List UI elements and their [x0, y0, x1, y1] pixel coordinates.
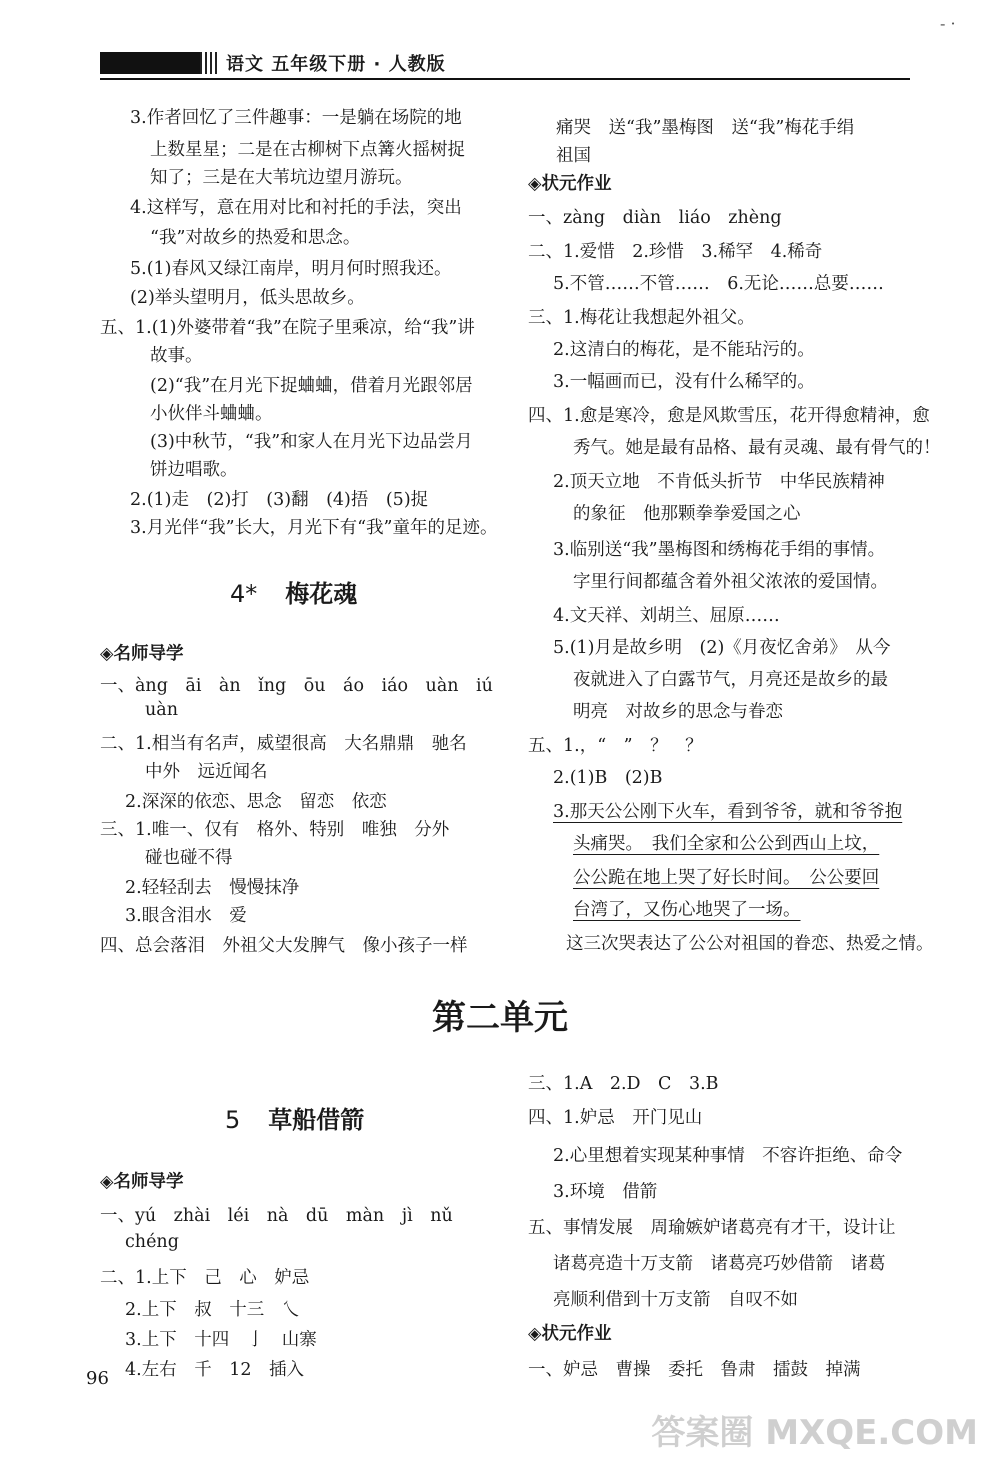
answer-line: 中外 远近闻名: [145, 762, 268, 782]
answer-line: 四、总会落泪 外祖父大发脾气 像小孩子一样: [100, 936, 468, 956]
answer-line: 这三次哭表达了公公对祖国的眷恋、热爱之情。: [566, 934, 934, 954]
answer-line: 一、yú zhài léi nà dū màn jì nǔ: [100, 1206, 453, 1226]
answer-line: 一、妒忌 曹操 委托 鲁肃 擂鼓 掉满: [528, 1360, 861, 1380]
answer-line: 头痛哭。 我们全家和公公到西山上坟，: [573, 834, 880, 854]
answer-line: 2.轻轻刮去 慢慢抹净: [125, 878, 300, 898]
lesson-4-title: [230, 574, 357, 609]
answer-line: 2.顶天立地 不肯低头折节 中华民族精神: [553, 472, 885, 492]
answer-line: 5.(1)春风又绿江南岸，明月何时照我还。: [130, 259, 452, 279]
answer-line: 5.(1)月是故乡明 (2)《月夜忆舍弟》 从今: [553, 638, 891, 658]
answer-line: 2.心里想着实现某种事情 不容许拒绝、命令: [553, 1146, 903, 1166]
answer-line: 秀气。她是最有品格、最有灵魂、最有骨气的！: [573, 438, 941, 458]
answer-line: 2.上下 叔 十三 乀: [125, 1300, 300, 1320]
answer-line: 2.(1)走 (2)打 (3)翻 (4)捂 (5)捉: [130, 490, 429, 510]
answer-line: 4.左右 千 12 插入: [125, 1360, 304, 1380]
header-title: 语文 五年级下册 · 人教版: [226, 54, 446, 75]
header-rule: [100, 78, 910, 80]
header-black-bar: [100, 52, 200, 74]
answer-line: 字里行间都蕴含着外祖父浓浓的爱国情。: [573, 572, 888, 592]
answer-line: 3.一幅画而已，没有什么稀罕的。: [553, 372, 815, 392]
answer-line: 饼边唱歌。: [150, 460, 238, 480]
answer-line: 祖国: [556, 146, 591, 166]
corner-mark: - ·: [940, 14, 956, 33]
answer-line: 夜就进入了白露节气，月亮还是故乡的最: [573, 670, 888, 690]
answer-line: 知了；三是在大苇坑边望月游玩。: [150, 168, 413, 188]
answer-line: (3)中秋节，“我”和家人在月光下边品尝月: [150, 432, 473, 452]
answer-line: 诸葛亮造十万支箭 诸葛亮巧妙借箭 诸葛: [553, 1254, 886, 1274]
lesson-number: 4*: [230, 580, 258, 608]
answer-line: 二、1.爱惜 2.珍惜 3.稀罕 4.稀奇: [528, 242, 823, 262]
section-heading: ◈名师导学: [100, 644, 184, 664]
answer-line: 公公跪在地上哭了好长时间。 公公要回: [573, 868, 880, 888]
answer-line: 台湾了，又伤心地哭了一场。: [573, 900, 801, 920]
answer-line: 二、1.上下 己 心 妒忌: [100, 1268, 310, 1288]
lesson-number: 5: [225, 1106, 241, 1134]
answer-line: 3.那天公公刚下火车，看到爷爷，就和爷爷抱: [553, 802, 903, 822]
answer-line: 的象征 他那颗拳拳爱国之心: [573, 504, 801, 524]
answer-line: 故事。: [150, 346, 203, 366]
answer-line: “我”对故乡的热爱和思念。: [150, 228, 361, 248]
lesson-5-title: [225, 1100, 364, 1135]
lesson-name: 草船借箭: [268, 1106, 365, 1134]
answer-line: 上数星星；二是在古柳树下点篝火摇树捉: [150, 140, 465, 160]
answer-line: 3.环境 借箭: [553, 1182, 658, 1202]
answer-line: 三、1.梅花让我想起外祖父。: [528, 308, 755, 328]
answer-line: 一、zàng diàn liáo zhèng: [528, 208, 782, 228]
answer-line: uàn: [145, 700, 178, 720]
answer-line: 小伙伴斗蛐蛐。: [150, 404, 273, 424]
answer-line: 4.这样写，意在用对比和衬托的手法，突出: [130, 198, 462, 218]
answer-line: 3.眼含泪水 爱: [125, 906, 247, 926]
section-heading: ◈名师导学: [100, 1172, 184, 1192]
answer-line: 五、1.(1)外婆带着“我”在院子里乘凉，给“我”讲: [100, 318, 475, 338]
header-stripes: [200, 52, 220, 74]
answer-line: 3.作者回忆了三件趣事：一是躺在场院的地: [130, 108, 462, 128]
answer-line: 3.上下 十四 亅 山寨: [125, 1330, 317, 1350]
answer-line: 二、1.相当有名声，威望很高 大名鼎鼎 驰名: [100, 734, 467, 754]
answer-line: (2)“我”在月光下捉蛐蛐，借着月光跟邻居: [150, 376, 473, 396]
answer-line: (2)举头望明月，低头思故乡。: [130, 288, 365, 308]
answer-line: 3.临别送“我”墨梅图和绣梅花手绢的事情。: [553, 540, 886, 560]
answer-line: 4.文天祥、刘胡兰、屈原……: [553, 606, 780, 626]
watermark-logo: 答案圈 MXQE.COM: [651, 1413, 978, 1453]
answer-line: 一、àng āi àn ǐng ōu áo iáo uàn iú: [100, 676, 493, 696]
answer-line: 2.这清白的梅花，是不能玷污的。: [553, 340, 815, 360]
answer-line: 5.不管……不管…… 6.无论……总要……: [553, 274, 884, 294]
answer-line: 四、1.妒忌 开门见山: [528, 1108, 703, 1128]
page-number: 96: [86, 1368, 109, 1389]
answer-line: 明亮 对故乡的思念与眷恋: [573, 702, 783, 722]
answer-line: 2.(1)B (2)B: [553, 768, 663, 788]
answer-line: 痛哭 送“我”墨梅图 送“我”梅花手绢: [556, 118, 855, 138]
answer-line: 碰也碰不得: [145, 848, 233, 868]
section-heading: ◈状元作业: [528, 174, 612, 194]
answer-line: chéng: [125, 1232, 179, 1252]
answer-line: 三、1.A 2.D C 3.B: [528, 1074, 719, 1094]
unit-title: 第二单元: [432, 998, 568, 1038]
answer-line: 四、1.愈是寒冷，愈是风欺雪压，花开得愈精神，愈: [528, 406, 930, 426]
answer-line: 亮顺利借到十万支箭 自叹不如: [553, 1290, 798, 1310]
answer-line: 三、1.唯一、仅有 格外、特别 唯独 分外: [100, 820, 450, 840]
answer-line: 3.月光伴“我”长大，月光下有“我”童年的足迹。: [130, 518, 498, 538]
answer-line: 五、事情发展 周瑜嫉妒诸葛亮有才干，设计让: [528, 1218, 896, 1238]
answer-line: 2.深深的依恋、思念 留恋 依恋: [125, 792, 387, 812]
lesson-name: 梅花魂: [285, 580, 358, 608]
answer-line: 五、1.，“ ” ？ ？: [528, 736, 703, 756]
section-heading: ◈状元作业: [528, 1324, 612, 1344]
